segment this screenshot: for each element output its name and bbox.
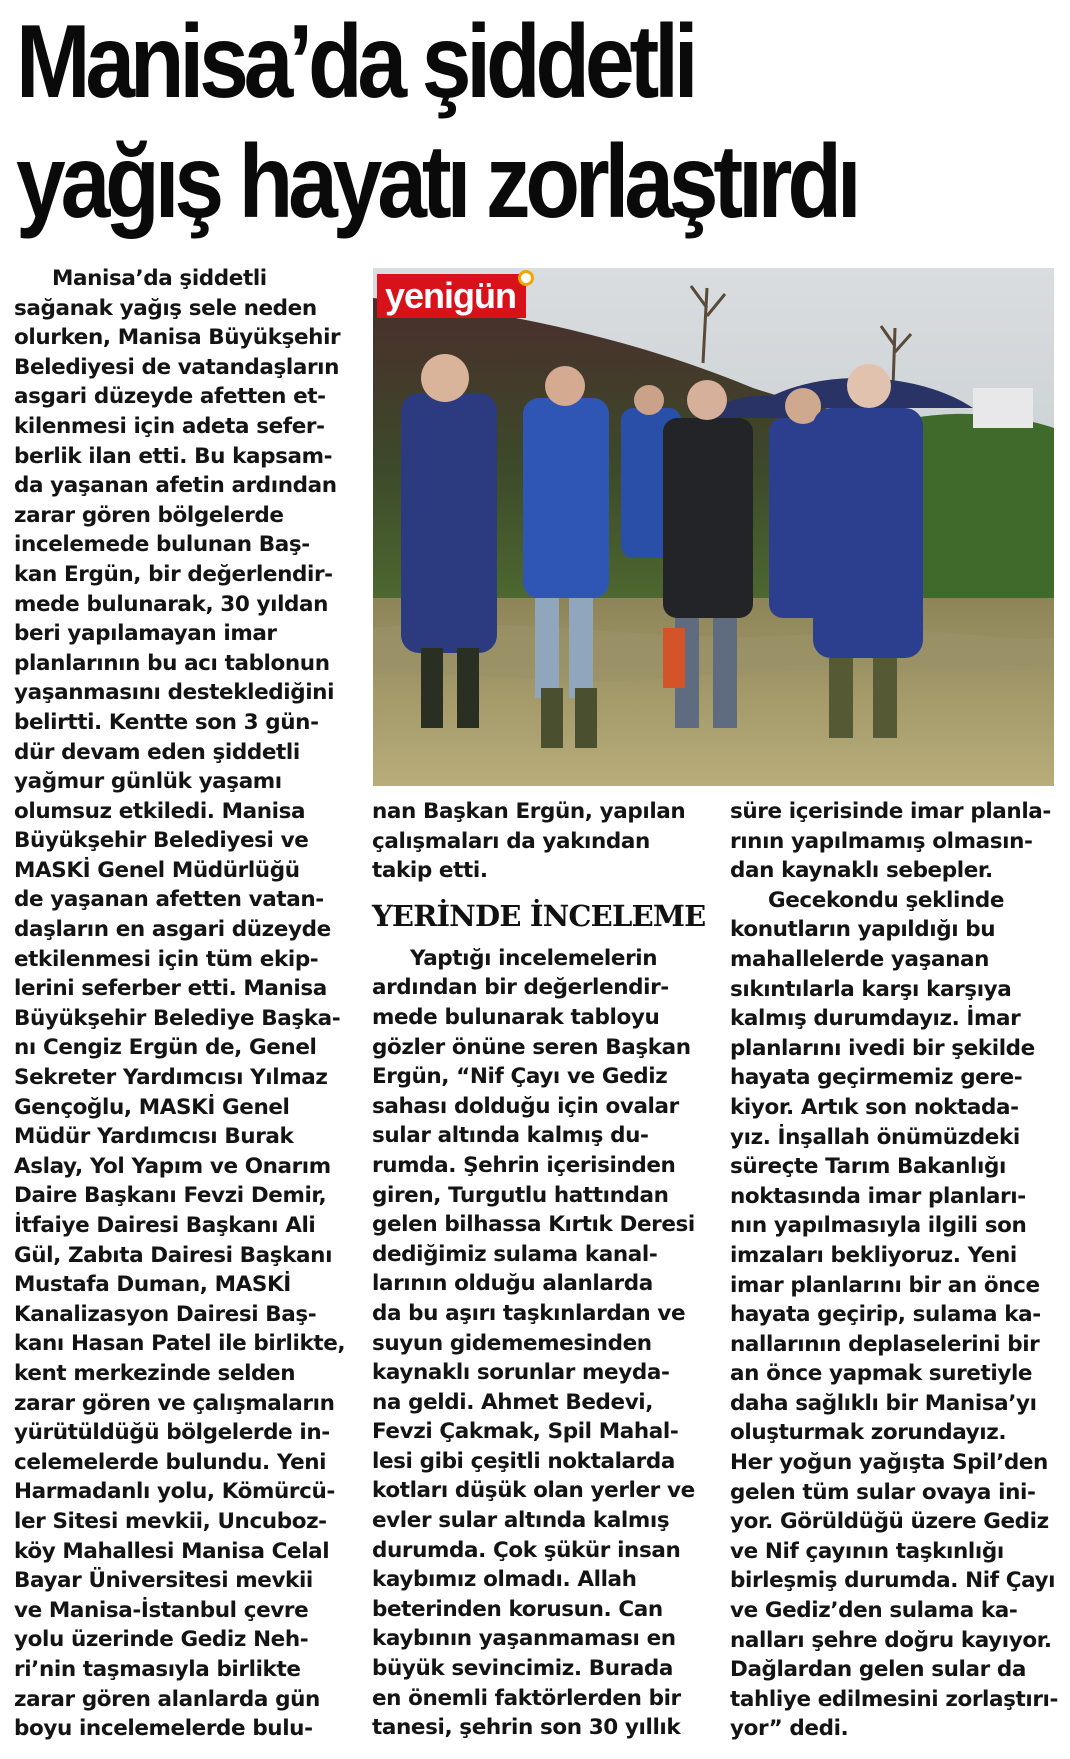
text-line: ler Sitesi mevkii, Uncuboz- [14, 1508, 327, 1534]
text-line: Fevzi Çakmak, Spil Mahal- [372, 1419, 679, 1445]
newspaper-logo [377, 274, 526, 318]
text-line: Her yoğun yağışta Spil’den [730, 1450, 1048, 1476]
text-line: büyük sevincimiz. Burada [372, 1656, 674, 1682]
text-line: yolu üzerinde Gediz Neh- [14, 1627, 309, 1653]
text-line: kaybının yaşanmaması en [372, 1626, 676, 1652]
text-line: hayata geçirip, sulama ka- [730, 1302, 1041, 1328]
text-line: konutların yapıldığı bu [730, 917, 996, 943]
text-line: mede bulunarak tabloyu [372, 1004, 660, 1030]
text-line: Gecekondu şeklinde [768, 887, 1005, 913]
text-line: yürütüldüğü bölgelerde in- [14, 1420, 330, 1446]
text-line: olurken, Manisa Büyükşehir [14, 325, 341, 351]
text-line: ve Nif çayının taşkınlığı [730, 1538, 1004, 1564]
headline-line-2: yağış hayatı zorlaştırdı [16, 124, 857, 240]
text-line: Yaptığı incelemelerin [410, 945, 658, 971]
text-line: yız. İnşallah önümüzdeki [730, 1124, 1020, 1150]
text-line: dür devam eden şiddetli [14, 739, 300, 765]
text-line: çalışmaları da yakından [372, 828, 650, 854]
text-line: nı Cengiz Ergün de, Genel [14, 1035, 317, 1061]
text-line: Sekreter Yardımcısı Yılmaz [14, 1065, 328, 1091]
text-line: larının olduğu alanlarda [372, 1271, 653, 1297]
text-line: noktasında imar planları- [730, 1183, 1026, 1209]
text-line: Mustafa Duman, MASKİ [14, 1272, 291, 1298]
text-line: takip etti. [372, 858, 488, 884]
text-line: köy Mahallesi Manisa Celal [14, 1538, 330, 1564]
text-line: Büyükşehir Belediyesi ve [14, 828, 309, 854]
logo-sun-icon [518, 270, 534, 286]
article-column-1 [14, 264, 344, 1744]
text-line: planlarının bu acı tablonun [14, 650, 330, 676]
headline [16, 2, 915, 242]
text-line: zarar gören alanlarda gün [14, 1686, 320, 1712]
text-line: yağmur günlük yaşamı [14, 769, 282, 795]
text-line: süreçte Tarım Bakanlığı [730, 1154, 1006, 1180]
text-line: rının yapılmamış olmasın- [730, 828, 1033, 854]
text-line: beterinden korusun. Can [372, 1596, 663, 1622]
text-line: kaynaklı sorunlar meyda- [372, 1360, 670, 1386]
text-line: imar planlarını bir an önce [730, 1272, 1040, 1298]
text-line: kaybımız olmadı. Allah [372, 1567, 637, 1593]
photo-scene [373, 268, 1054, 786]
text-line: giren, Turgutlu hattından [372, 1182, 669, 1208]
text-line: dediğimiz sulama kanal- [372, 1241, 658, 1267]
text-line: tahliye edilmesini zorlaştırı- [730, 1686, 1059, 1712]
text-line: kan Ergün, bir değerlendir- [14, 561, 333, 587]
text-line: MASKİ Genel Müdürlüğü [14, 857, 300, 883]
text-line: etkilenmesi için tüm ekip- [14, 946, 319, 972]
text-line: nalları şehre doğru kayıyor. [730, 1627, 1052, 1653]
text-line: Belediyesi de vatandaşların [14, 354, 340, 380]
text-line: na geldi. Ahmet Bedevi, [372, 1389, 654, 1415]
text-line: Gençoğlu, MASKİ Genel [14, 1094, 290, 1120]
text-line: hayata geçirmemiz gere- [730, 1065, 1023, 1091]
column-2-intro [372, 797, 700, 886]
text-line: süre içerisinde imar planla- [730, 799, 1051, 824]
text-line: rumda. Şehrin içerisinden [372, 1152, 676, 1178]
subheading: YERİNDE İNCELEME [372, 898, 706, 933]
text-line: celemelerde bulundu. Yeni [14, 1449, 327, 1475]
logo-text: yenigün [385, 275, 517, 316]
text-line: gözler önüne seren Başkan [372, 1034, 691, 1060]
text-line: Kanalizasyon Dairesi Baş- [14, 1301, 317, 1327]
text-line: an önce yapmak suretiyle [730, 1361, 1033, 1387]
text-line: berlik ilan etti. Bu kapsam- [14, 443, 333, 469]
text-line: Gül, Zabıta Dairesi Başkanı [14, 1242, 333, 1268]
text-line: nan Başkan Ergün, yapılan [372, 799, 686, 824]
text-line: mahallelerde yaşanan [730, 946, 990, 972]
text-line: lerini seferber etti. Manisa [14, 976, 327, 1002]
text-line: mede bulunarak, 30 yıldan [14, 591, 329, 617]
text-line: oluşturmak zorundayız. [730, 1420, 1007, 1446]
text-line: en önemli faktörlerden bir [372, 1685, 681, 1711]
text-line: sahası dolduğu için ovalar [372, 1093, 679, 1119]
text-line: boyu incelemelerde bulu- [14, 1716, 313, 1742]
text-line: Büyükşehir Belediye Başka- [14, 1005, 341, 1031]
text-line: kotları düşük olan yerler ve [372, 1478, 695, 1504]
text-line: tanesi, şehrin son 30 yıllık [372, 1715, 681, 1741]
text-line: imzaları bekliyoruz. Yeni [730, 1242, 1017, 1268]
text-line: asgari düzeyde afetten et- [14, 384, 326, 410]
text-line: suyun gidememesinden [372, 1330, 652, 1356]
text-line: daşların en asgari düzeyde [14, 917, 331, 943]
text-line: Ergün, “Nif Çayı ve Gediz [372, 1064, 668, 1090]
text-line: olumsuz etkiledi. Manisa [14, 798, 306, 824]
text-line: lesi gibi çeşitli noktalarda [372, 1448, 675, 1474]
text-line: beri yapılamayan imar [14, 621, 277, 647]
text-line: yor. Görüldüğü üzere Gediz [730, 1509, 1049, 1535]
text-line: ve Gediz’den sulama ka- [730, 1598, 1018, 1624]
text-line: de yaşanan afetten vatan- [14, 887, 324, 913]
text-line: zarar gören ve çalışmaların [14, 1390, 335, 1416]
text-line: evler sular altında kalmış [372, 1508, 670, 1534]
text-line: Dağlardan gelen sular da [730, 1657, 1026, 1683]
text-line: daha sağlıklı bir Manisa’yı [730, 1390, 1037, 1416]
article-column-3 [730, 797, 1060, 1744]
text-line: ardından bir değerlendir- [372, 975, 669, 1001]
text-line: kalmış durumdayız. İmar [730, 1006, 1021, 1032]
text-line: da bu aşırı taşkınlardan ve [372, 1300, 686, 1326]
headline-line-1: Manisa’da şiddetli [16, 4, 694, 120]
text-line: durumda. Çok şükür insan [372, 1537, 681, 1563]
text-line: zarar gören bölgelerde [14, 502, 284, 528]
text-line: gelen bilhassa Kırtık Deresi [372, 1212, 695, 1238]
text-line: yaşanmasını desteklediğini [14, 680, 335, 706]
text-line: gelen tüm sular ovaya ini- [730, 1479, 1036, 1505]
text-line: Aslay, Yol Yapım ve Onarım [14, 1153, 331, 1179]
text-line: kent merkezinde selden [14, 1360, 296, 1386]
headline-band [0, 0, 1070, 262]
text-line: Müdür Yardımcısı Burak [14, 1124, 294, 1150]
text-line: kilenmesi için adeta sefer- [14, 413, 325, 439]
text-line: sular altında kalmış du- [372, 1123, 649, 1149]
text-line: İtfaiye Dairesi Başkanı Ali [14, 1213, 316, 1238]
column-2-body [372, 944, 700, 1743]
text-line: Daire Başkanı Fevzi Demir, [14, 1183, 327, 1209]
text-line: nın yapılmasıyla ilgili son [730, 1213, 1027, 1239]
text-line: Harmadanlı yolu, Kömürcü- [14, 1479, 335, 1505]
text-line: sıkıntılarla karşı karşıya [730, 976, 1012, 1002]
text-line: kiyor. Artık son noktada- [730, 1094, 1019, 1120]
text-line: planlarını ivedi bir şekilde [730, 1035, 1035, 1061]
text-line: sağanak yağış sele neden [14, 295, 317, 321]
text-line: dan kaynaklı sebepler. [730, 858, 993, 884]
news-photo [373, 268, 1054, 786]
text-line: Manisa’da şiddetli [52, 266, 267, 291]
text-line: Bayar Üniversitesi mevkii [14, 1568, 313, 1594]
text-line: ve Manisa-İstanbul çevre [14, 1597, 309, 1623]
text-line: da yaşanan afetin ardından [14, 473, 337, 499]
text-line: kanı Hasan Patel ile birlikte, [14, 1331, 346, 1357]
text-line: yor” dedi. [730, 1716, 849, 1742]
text-line: belirtti. Kentte son 3 gün- [14, 709, 319, 735]
text-line: incelemede bulunan Baş- [14, 532, 310, 558]
article-column-2 [372, 797, 706, 1743]
text-line: ri’nin taşmasıyla birlikte [14, 1656, 301, 1682]
text-line: birleşmiş durumda. Nif Çayı [730, 1568, 1056, 1594]
text-line: nallarının deplaselerini bir [730, 1331, 1040, 1357]
